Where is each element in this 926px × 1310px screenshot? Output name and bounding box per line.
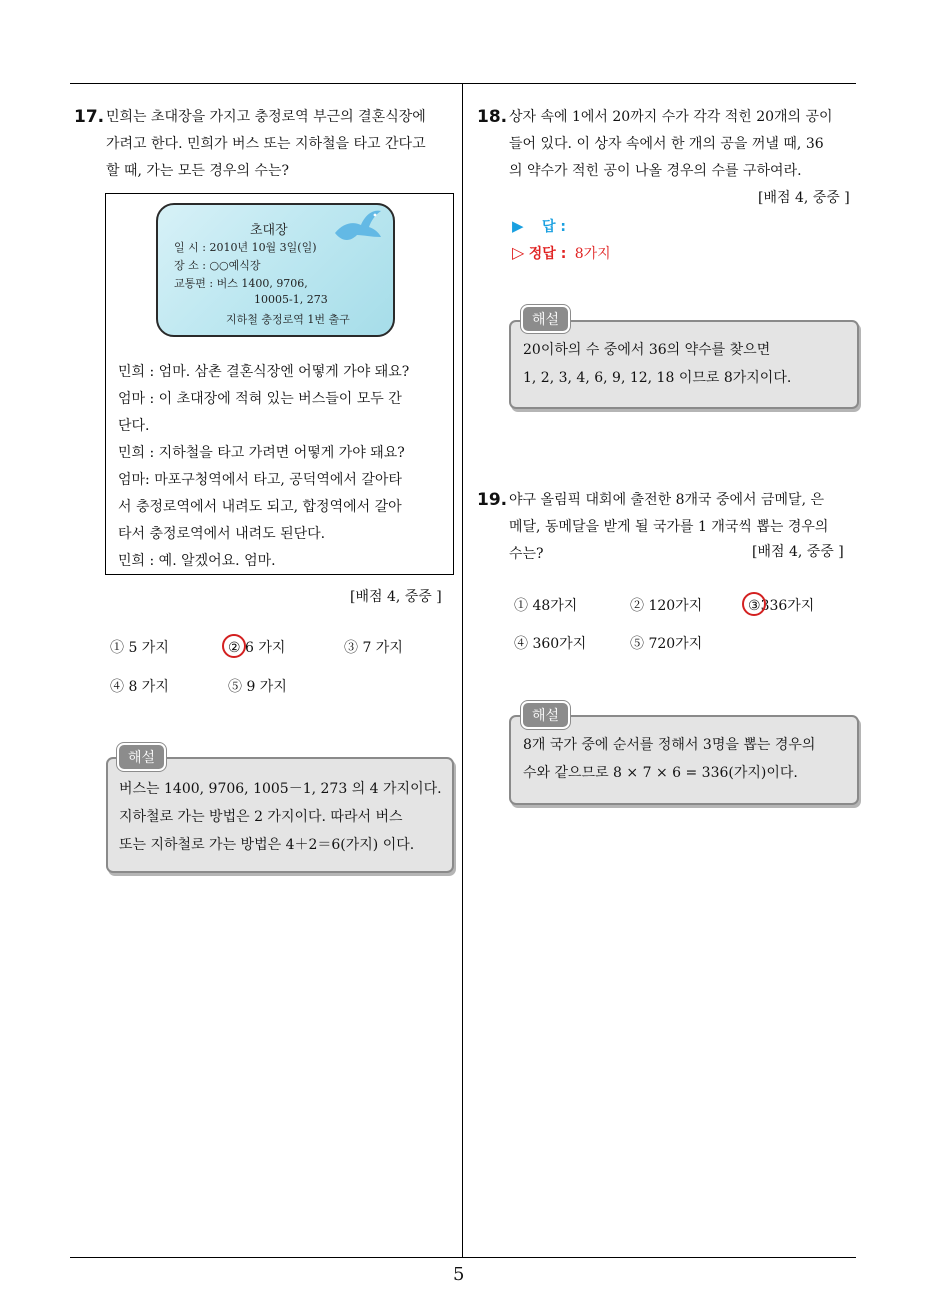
correct-arrow-icon: ▷: [512, 243, 525, 262]
q17-line: 가려고 한다. 민희가 버스 또는 지하철을 타고 간다고: [106, 136, 426, 152]
q19-explanation-text: [523, 731, 815, 787]
answer-label: 답 :: [542, 219, 566, 235]
q19-choice-5[interactable]: ⑤ 720가지: [630, 636, 703, 652]
q17-explanation-box: [106, 757, 454, 873]
q18-explanation-tab: 해설: [521, 305, 570, 333]
q19-choice-3[interactable]: [748, 595, 814, 615]
top-rule: [70, 83, 856, 84]
q19-line: 수는?: [509, 546, 544, 562]
q18-correct-row: [512, 243, 611, 263]
invitation-subway: 지하철 충정로역 1번 출구: [226, 313, 350, 326]
q17-choice-2[interactable]: [228, 637, 285, 657]
q18-line: 의 약수가 적힌 공이 나올 경우의 수를 구하여라.: [509, 163, 802, 179]
explanation-line: 8개 국가 중에 순서를 정해서 3명을 뽑는 경우의: [523, 737, 816, 753]
q19-choice-1[interactable]: ① 48가지: [514, 598, 578, 614]
bottom-rule: [70, 1257, 856, 1258]
invitation-transport: 교통편 : 버스 1400, 9706,: [174, 277, 308, 290]
q18-number: 18.: [477, 107, 508, 127]
q18-line: 들어 있다. 이 상자 속에서 한 개의 공을 꺼낼 때, 36: [509, 136, 824, 152]
q19-number: 19.: [477, 490, 508, 510]
invitation-date: 일 시 : 2010년 10월 3일(일): [174, 241, 317, 254]
dialog-line: 단다.: [118, 418, 150, 434]
q17-dialog: [118, 359, 438, 575]
q19-choice-2[interactable]: ② 120가지: [630, 598, 703, 614]
explanation-line: 버스는 1400, 9706, 1005－1, 273 의 4 가지이다.: [119, 781, 442, 797]
dialog-line: 민희 : 지하철을 타고 가려면 어떻게 가야 돼요?: [118, 445, 405, 461]
q19-line: 야구 올림픽 대회에 출전한 8개국 중에서 금메달, 은: [509, 492, 824, 508]
page-number: 5: [453, 1264, 465, 1285]
q17-selected-mark: ②: [228, 640, 241, 656]
q18-score: [배점 4, 중중 ]: [758, 190, 850, 206]
q18-explanation-text: [523, 336, 791, 392]
dialog-line: 타서 충정로역에서 내려도 된단다.: [118, 526, 326, 542]
q18-question: [509, 104, 859, 185]
selection-ring-icon: [742, 592, 766, 616]
explanation-line: 1, 2, 3, 4, 6, 9, 12, 18 이므로 8가지이다.: [523, 370, 792, 386]
explanation-line: 지하철로 가는 방법은 2 가지이다. 따라서 버스: [119, 809, 403, 825]
invitation-card: [156, 203, 395, 337]
q19-selected-mark: ③: [748, 598, 761, 614]
q19-choice-3-label: 336가지: [760, 598, 815, 614]
q17-line: 민희는 초대장을 가지고 충정로역 부근의 결혼식장에: [106, 109, 426, 125]
q18-explanation-box: [509, 320, 859, 409]
q17-question: [106, 104, 456, 185]
dialog-line: 민희 : 엄마. 삼촌 결혼식장엔 어떻게 가야 돼요?: [118, 364, 410, 380]
column-divider: [462, 83, 463, 1258]
q17-explanation-tab: 해설: [117, 743, 166, 771]
q17-choice-3[interactable]: ③ 7 가지: [344, 640, 403, 656]
q17-number: 17.: [74, 107, 105, 127]
correct-value: 8가지: [574, 246, 611, 262]
explanation-line: 또는 지하철로 가는 방법은 4＋2＝6(가지) 이다.: [119, 837, 415, 853]
q18-line: 상자 속에 1에서 20까지 수가 각각 적힌 20개의 공이: [509, 109, 833, 125]
q17-line: 할 때, 가는 모든 경우의 수는?: [106, 163, 289, 179]
invitation-transport-cont: 10005-1, 273: [254, 293, 328, 306]
q17-choice-1[interactable]: ① 5 가지: [110, 640, 169, 656]
q17-choice-2-label: 6 가지: [245, 640, 286, 656]
correct-label: 정답 :: [528, 246, 567, 262]
q19-line: 메달, 동메달을 받게 될 국가를 1 개국씩 뽑는 경우의: [509, 519, 829, 535]
q19-score: [배점 4, 중중 ]: [752, 544, 844, 560]
q19-explanation-tab: 해설: [521, 701, 570, 729]
dialog-line: 엄마: 마포구청역에서 타고, 공덕역에서 갈아타: [118, 472, 402, 488]
dialog-line: 엄마 : 이 초대장에 적혀 있는 버스들이 모두 간: [118, 391, 402, 407]
q18-answer-row: [512, 216, 566, 236]
invitation-place: 장 소 : ○○예식장: [174, 259, 261, 272]
explanation-line: 20이하의 수 중에서 36의 약수를 찾으면: [523, 342, 771, 358]
q17-score: [배점 4, 중중 ]: [350, 589, 442, 605]
q17-choice-5[interactable]: ⑤ 9 가지: [228, 679, 287, 695]
q19-choice-4[interactable]: ④ 360가지: [514, 636, 587, 652]
answer-arrow-icon: ▶: [512, 217, 524, 235]
q17-explanation-text: [119, 775, 442, 859]
q17-choice-4[interactable]: ④ 8 가지: [110, 679, 169, 695]
explanation-line: 수와 같으므로 8 × 7 × 6 = 336(가지)이다.: [523, 765, 798, 781]
selection-ring-icon: [222, 634, 246, 658]
dove-icon: [331, 207, 383, 247]
dialog-line: 민희 : 예. 알겠어요. 엄마.: [118, 553, 276, 569]
dialog-line: 서 충정로역에서 내려도 되고, 합정역에서 갈아: [118, 499, 402, 515]
invitation-title: 초대장: [250, 223, 288, 238]
